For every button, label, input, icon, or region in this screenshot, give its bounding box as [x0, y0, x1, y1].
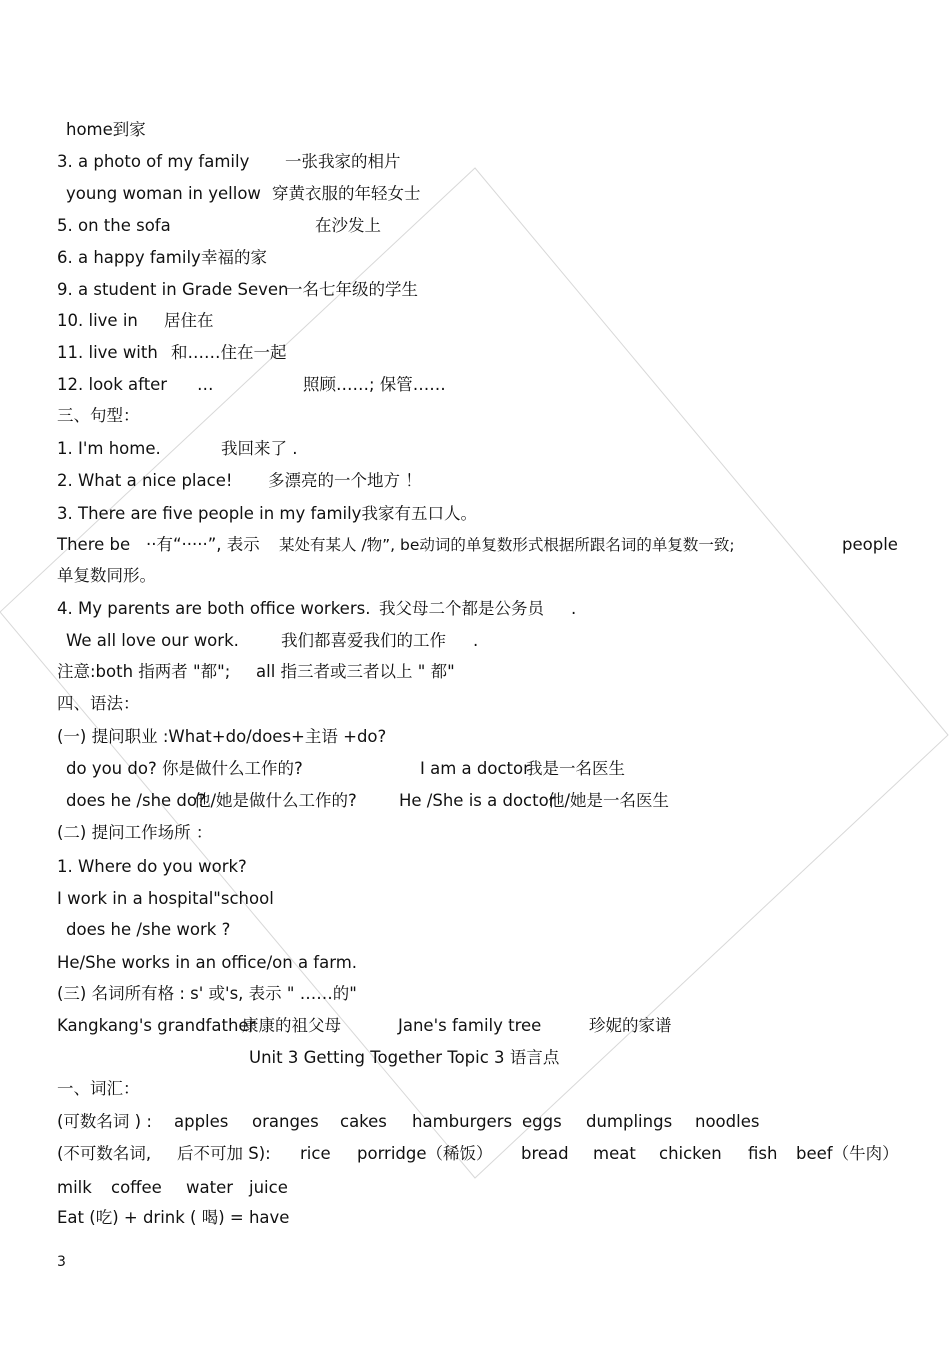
sentence-line: 1. I'm home. 我回来了 .: [57, 439, 298, 458]
unit-title: Unit 3 Getting Together Topic 3 语言点: [249, 1048, 560, 1067]
section-heading: 一、词汇：: [57, 1079, 140, 1098]
sentence-line: 2. What a nice place! 多漂亮的一个地方 ！: [57, 471, 422, 490]
grammar-line: I work in a hospital"school: [57, 889, 274, 908]
grammar-heading: (一) 提问职业 :What+do/does+主语 +do?: [57, 727, 387, 746]
word-list-line: (可数名词 ) : apples oranges cakes hamburgers eggs dumplings noodles: [57, 1112, 760, 1131]
section-heading: 四、语法：: [57, 694, 140, 713]
vocab-line: young woman in yellow 穿黄衣服的年轻女士: [66, 184, 421, 203]
vocab-line: 11. live with 和……住在一起: [57, 343, 287, 362]
sentence-line: 4. My parents are both office workers. 我父母二个都是公务员 .: [57, 599, 577, 618]
grammar-line: does he /she do? 他/她是做什么工作的? He /She is a doctor 他/她是一名医生: [66, 791, 670, 810]
note-line: There be ··有“·····”, 表示 某处有某人 /物”, be动词的单复数形式根据所跟名词的单复数一致; people: [57, 535, 898, 554]
vocab-line: 5. on the sofa 在沙发上: [57, 216, 381, 235]
vocab-line: 9. a student in Grade Seven 一名七年级的学生: [57, 280, 418, 299]
vocab-line: 12. look after … 照顾……; 保管……: [57, 375, 446, 394]
grammar-line: He/She works in an office/on a farm.: [57, 953, 358, 972]
vocab-line: home到家: [66, 120, 146, 139]
section-heading: 三、句型：: [57, 406, 140, 425]
grammar-line: Kangkang's grandfather 康康的祖父母 Jane's family tree 珍妮的家谱: [57, 1016, 672, 1035]
vocab-line: 3. a photo of my family 一张我家的相片: [57, 152, 401, 171]
vocab-line: 10. live in 居住在: [57, 311, 214, 330]
formula-line: Eat (吃) + drink ( 喝) = have: [57, 1208, 290, 1227]
grammar-heading: (二) 提问工作场所 ：: [57, 823, 213, 842]
note-line: 单复数同形。: [57, 566, 156, 585]
note-line: 注意:both 指两者 "都"; all 指三者或三者以上 " 都": [57, 662, 455, 681]
vocab-line: 6. a happy family 幸福的家: [57, 248, 267, 267]
grammar-line: does he /she work ?: [66, 920, 231, 939]
page-number: 3: [57, 1254, 66, 1270]
sentence-line: We all love our work. 我们都喜爱我们的工作 .: [66, 631, 479, 650]
grammar-heading: (三) 名词所有格 : s' 或's, 表示 " ……的": [57, 984, 357, 1003]
word-list-line: milk coffee water juice: [57, 1178, 288, 1197]
grammar-line: 1. Where do you work?: [57, 857, 247, 876]
grammar-line: do you do? 你是做什么工作的? I am a doctor 我是一名医生: [66, 759, 625, 778]
word-list-line: (不可数名词, 后不可加 S): rice porridge（稀饭） bread meat chicken fish beef（牛肉）: [57, 1144, 899, 1163]
sentence-line: 3. There are five people in my family我家有五口人。: [57, 504, 477, 523]
